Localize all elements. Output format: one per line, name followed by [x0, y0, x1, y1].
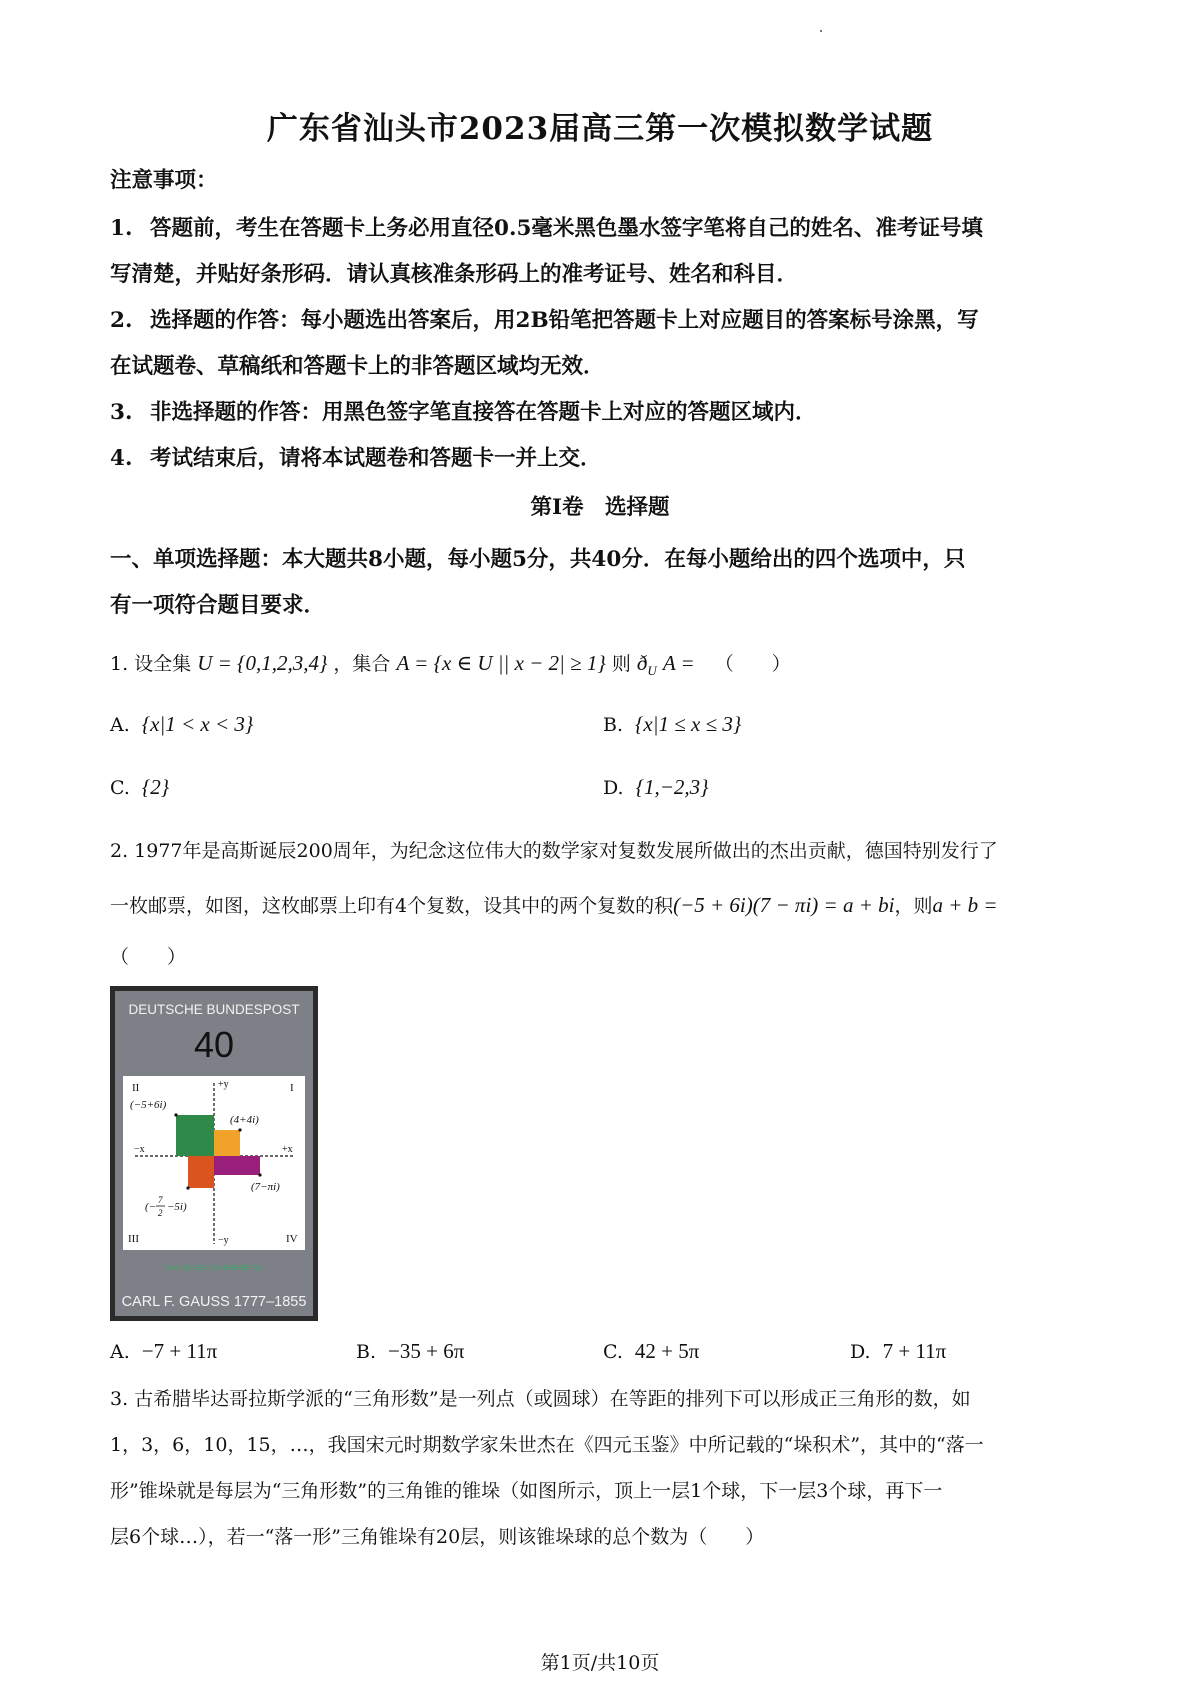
stamp-point-1 — [174, 1113, 177, 1116]
option-text: {1,−2,3} — [635, 775, 709, 799]
stamp-quadrant-3: III — [128, 1233, 139, 1245]
q2-option-d — [850, 1339, 946, 1364]
page-number: 第1页/共10页 — [540, 1652, 660, 1674]
notice-item-number: 3. — [110, 400, 133, 425]
q2-ask: a + b = — [932, 893, 998, 917]
option-label: D. — [603, 777, 624, 799]
question-1 — [110, 640, 1100, 694]
question-2-line2 — [110, 882, 1100, 929]
q1-option-a — [110, 712, 253, 737]
q1-then: 则 — [611, 653, 631, 675]
section-title: 第Ⅰ卷 选择题 — [530, 495, 670, 520]
stamp-complex-4-pre: (− — [145, 1201, 157, 1213]
question-2-line1: 2. 1977年是高斯诞辰200周年，为纪念这位伟大的数学家对复数发展所做出的杰出贡献，德国特别发行了 — [110, 840, 998, 862]
q1-complement-tail: A = — [662, 651, 695, 675]
option-text: −7 + 11π — [141, 1339, 218, 1363]
notice-item-4 — [110, 436, 1100, 482]
q1-mid: ，集合 — [333, 653, 391, 675]
stamp-complex-2: (4+4i) — [230, 1114, 259, 1126]
question-3-line2: 1，3，6，10，15，…，我国宋元时期数学家朱世杰在《四元玉鉴》中所记载的“垛积术”，其中的“落一 — [110, 1434, 984, 1456]
stamp-complex-3: (7−πi) — [251, 1181, 280, 1193]
q1-set-a: A = {x ∈ U || x − 2| ≥ 1} — [396, 651, 606, 675]
notice-item-text: 考试结束后，请将本试题卷和答题卡一并上交． — [150, 446, 602, 471]
option-label: A. — [110, 1341, 130, 1363]
option-text: −35 + 6π — [388, 1339, 465, 1363]
option-text: 7 + 11π — [882, 1339, 947, 1363]
option-label: C. — [603, 1341, 623, 1363]
section-intro-cont: 有一项符合题目要求． — [110, 593, 326, 618]
notice-item-text: 非选择题的作答：用黑色签字笔直接答在答题卡上对应的答题区域内． — [150, 400, 817, 425]
q2-option-c — [603, 1339, 699, 1364]
notice-item-3 — [110, 390, 1100, 436]
stamp-bottom-text: CARL F. GAUSS 1777–1855 — [121, 1294, 307, 1310]
q1-option-c — [110, 775, 169, 800]
option-label: C. — [110, 777, 130, 799]
q2-option-b — [356, 1339, 464, 1364]
notice-item-text: 答题前，考生在答题卡上务必用直径0.5毫米黑色墨水签字笔将自己的姓名、准考证号填 — [150, 216, 983, 241]
notice-item-1 — [110, 206, 1100, 252]
option-label: A. — [110, 714, 130, 736]
option-label: B. — [356, 1341, 377, 1363]
q1-complement-sub: U — [647, 662, 657, 678]
stamp-minus-x: −x — [134, 1144, 145, 1155]
stamp-small-caption: GAUSSSCHE ZAHLENEBENE — [165, 1265, 263, 1272]
stamp-orange-square — [214, 1130, 240, 1156]
q1-option-b — [603, 712, 741, 737]
stamp-complex-4-num: 7 — [158, 1195, 163, 1205]
stamp-quadrant-4: IV — [286, 1233, 298, 1245]
question-3-line1: 3. 古希腊毕达哥拉斯学派的“三角形数”是一列点（或圆球）在等距的排列下可以形成正三角形的数，如 — [110, 1388, 971, 1410]
stamp-top-text: DEUTSCHE BUNDESPOST — [128, 1002, 300, 1017]
notice-item-2 — [110, 298, 1100, 344]
q1-answer-paren: （ ） — [714, 653, 791, 675]
stamp-purple-rect — [214, 1156, 260, 1175]
option-text: {x|1 ≤ x ≤ 3} — [635, 712, 742, 736]
stamp-minus-y: −y — [218, 1235, 229, 1246]
stamp-value: 40 — [193, 1024, 235, 1065]
option-text: {2} — [141, 775, 170, 799]
q1-option-d — [603, 775, 709, 800]
option-label: D. — [850, 1341, 871, 1363]
question-3-line4: 层6个球…），若一“落一形”三角锥垛有20层，则该锥垛球的总个数为（ ） — [110, 1526, 765, 1548]
scan-speck — [820, 30, 822, 32]
q1-universal-set: U = {0,1,2,3,4} — [197, 651, 328, 675]
stamp-plus-x: +x — [282, 1144, 293, 1155]
gauss-stamp-figure — [110, 986, 318, 1321]
stamp-quadrant-2: II — [132, 1082, 140, 1094]
stamp-complex-4-post: −5i) — [167, 1201, 187, 1213]
stamp-point-4 — [186, 1186, 189, 1189]
notice-item-2-cont: 在试题卷、草稿纸和答题卡上的非答题区域均无效． — [110, 354, 605, 379]
stamp-plus-y: +y — [218, 1079, 229, 1090]
q2-product: (−5 + 6i)(7 − πi) = a + bi — [673, 893, 895, 917]
q2-then: ，则 — [894, 895, 933, 917]
notice-heading: 注意事项： — [110, 168, 218, 193]
stamp-complex-4-den: 2 — [158, 1208, 163, 1218]
option-text: {x|1 < x < 3} — [141, 712, 254, 736]
q1-complement-symbol: ð — [636, 651, 648, 675]
stamp-point-2 — [238, 1128, 241, 1131]
notice-item-number: 2. — [110, 308, 133, 333]
notice-item-1-cont: 写清楚，并贴好条形码．请认真核准条形码上的准考证号、姓名和科目． — [110, 262, 799, 287]
stamp-complex-1: (−5+6i) — [130, 1099, 167, 1111]
stamp-red-square — [188, 1156, 214, 1188]
section-intro: 一、单项选择题：本大题共8小题，每小题5分，共40分．在每小题给出的四个选项中，只 — [110, 547, 966, 572]
option-text: 42 + 5π — [634, 1339, 700, 1363]
question-3-line3: 形”锥垛就是每层为“三角形数”的三角锥的锥垛（如图所示，顶上一层1个球，下一层3个球，再下一 — [110, 1480, 943, 1502]
q1-prefix: 1. 设全集 — [110, 653, 192, 675]
stamp-point-3 — [258, 1173, 261, 1176]
page-title: 广东省汕头市2023届高三第一次模拟数学试题 — [266, 111, 934, 147]
option-label: B. — [603, 714, 624, 736]
q2-text: 一枚邮票，如图，这枚邮票上印有4个复数，设其中的两个复数的积 — [110, 895, 674, 917]
stamp-green-square — [176, 1115, 214, 1156]
q2-answer-paren: （ ） — [110, 946, 187, 968]
notice-item-number: 1. — [110, 216, 133, 241]
stamp-quadrant-1: I — [290, 1082, 294, 1094]
notice-item-number: 4. — [110, 446, 133, 471]
q2-option-a — [110, 1339, 217, 1364]
notice-item-text: 选择题的作答：每小题选出答案后，用2B铅笔把答题卡上对应题目的答案标号涂黑，写 — [150, 308, 979, 333]
